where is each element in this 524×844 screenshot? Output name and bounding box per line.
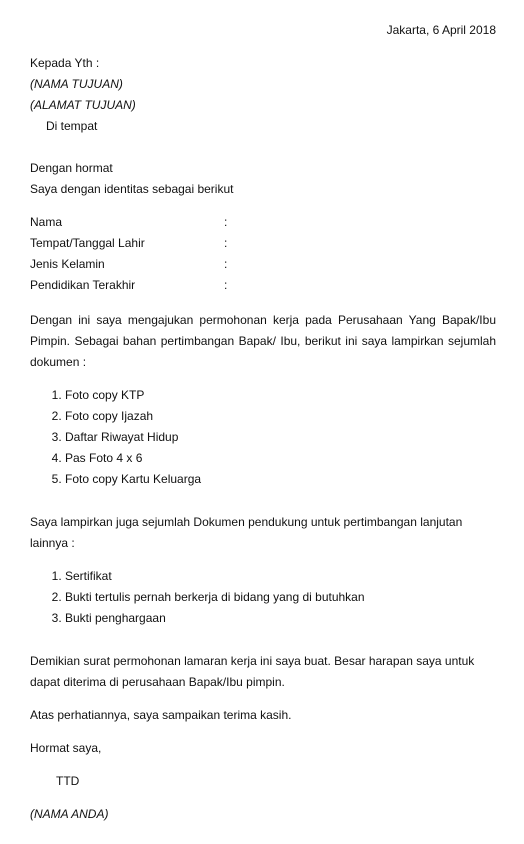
identity-label: Tempat/Tanggal Lahir xyxy=(30,236,145,250)
list-item: 3. Bukti penghargaan xyxy=(65,608,496,629)
identity-label: Jenis Kelamin xyxy=(30,257,105,271)
identity-colon: : xyxy=(224,236,228,250)
identity-row xyxy=(30,233,496,254)
recipient-address: (ALAMAT TUJUAN) xyxy=(30,98,136,112)
letter-page xyxy=(30,20,496,825)
recipient-to: Kepada Yth : xyxy=(30,56,100,70)
opening-block xyxy=(30,158,496,200)
recipient-name: (NAMA TUJUAN) xyxy=(30,77,123,91)
identity-colon: : xyxy=(224,215,228,229)
intro-text: Saya dengan identitas sebagai berikut xyxy=(30,182,234,196)
identity-table xyxy=(30,212,496,296)
identity-label: Nama xyxy=(30,215,63,229)
identity-colon: : xyxy=(224,257,228,271)
list-item: 5. Foto copy Kartu Keluarga xyxy=(65,469,496,490)
list-item: 2. Bukti tertulis pernah berkerja di bidang yang di butuhkan xyxy=(65,587,496,608)
closing-paragraph: Demikian surat permohonan lamaran kerja ini saya buat. Besar harapan saya untuk dapat diterima di perusahaan Bapak/Ibu pimpin. xyxy=(30,654,475,689)
closing-salutation: Hormat saya, xyxy=(30,741,102,755)
identity-row xyxy=(30,254,496,275)
identity-row xyxy=(30,212,496,233)
sender-name: (NAMA ANDA) xyxy=(30,807,109,821)
identity-row xyxy=(30,275,496,296)
list-item: 2. Foto copy Ijazah xyxy=(65,406,496,427)
identity-colon: : xyxy=(224,278,228,292)
list-item: 1. Foto copy KTP xyxy=(65,385,496,406)
list-item: 4. Pas Foto 4 x 6 xyxy=(65,448,496,469)
supporting-paragraph: Saya lampirkan juga sejumlah Dokumen pendukung untuk pertimbangan lanjutan lainnya : xyxy=(30,515,463,550)
list-item: 1. Sertifikat xyxy=(65,566,496,587)
closing-thanks: Atas perhatiannya, saya sampaikan terima kasih. xyxy=(30,708,292,722)
supporting-documents-list xyxy=(30,566,496,629)
identity-label: Pendidikan Terakhir xyxy=(30,278,136,292)
documents-list xyxy=(30,385,496,490)
date-line: Jakarta, 6 April 2018 xyxy=(386,23,496,37)
list-item: 3. Daftar Riwayat Hidup xyxy=(65,427,496,448)
recipient-block xyxy=(30,53,496,137)
greeting: Dengan hormat xyxy=(30,161,113,175)
recipient-place: Di tempat xyxy=(46,119,98,133)
signature-placeholder: TTD xyxy=(56,774,80,788)
application-paragraph: Dengan ini saya mengajukan permohonan kerja pada Perusahaan Yang Bapak/Ibu Pimpin. Sebagai bahan pertimbangan Bapak/ Ibu, berikut ini saya lampirkan sejumlah dokumen : xyxy=(30,313,496,369)
